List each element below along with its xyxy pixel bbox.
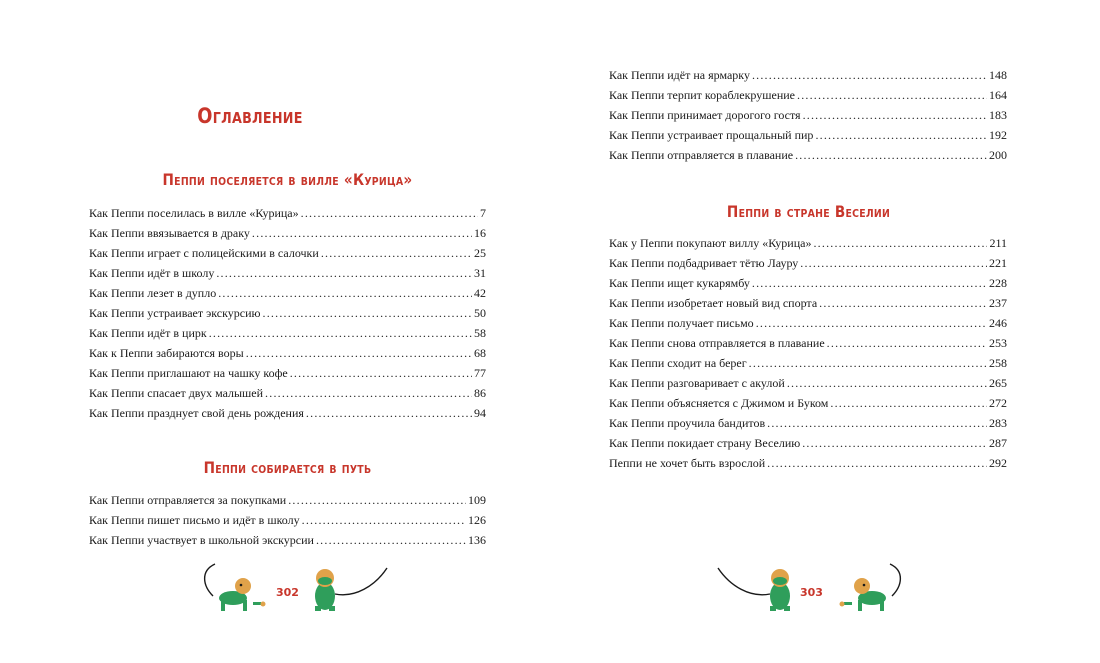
entry-title: Как Пеппи идёт в школу <box>89 266 215 280</box>
toc-list <box>89 490 486 550</box>
entry-title: Как Пеппи сходит на берег <box>609 356 747 370</box>
toc-entry[interactable] <box>609 65 1007 85</box>
entry-page: 31 <box>474 266 486 280</box>
entry-title: Как Пеппи участвует в школьной экскурсии <box>89 533 314 547</box>
entry-page: 86 <box>474 386 486 400</box>
entry-page: 42 <box>474 286 486 300</box>
entry-title: Как Пеппи идёт на ярмарку <box>609 68 750 82</box>
entry-title: Как Пеппи пишет письмо и идёт в школу <box>89 513 300 527</box>
entry-page: 200 <box>989 148 1007 162</box>
leader-dots <box>756 313 987 333</box>
entry-title: Как Пеппи устраивает прощальный пир <box>609 128 814 142</box>
leader-dots <box>252 223 472 243</box>
leader-dots <box>246 343 472 363</box>
toc-entry[interactable] <box>89 343 486 363</box>
leader-dots <box>795 145 987 165</box>
entry-page: 287 <box>989 436 1007 450</box>
page-number: 302 <box>276 586 299 599</box>
entry-title: Как Пеппи ищет кукарямбу <box>609 276 750 290</box>
entry-page: 292 <box>989 456 1007 470</box>
leader-dots <box>749 353 987 373</box>
toc-entry[interactable] <box>609 233 1007 253</box>
entry-page: 265 <box>989 376 1007 390</box>
entry-page: 283 <box>989 416 1007 430</box>
leader-dots <box>819 293 987 313</box>
toc-entry[interactable] <box>89 223 486 243</box>
entry-page: 228 <box>989 276 1007 290</box>
toc-entry[interactable] <box>89 283 486 303</box>
entry-page: 221 <box>989 256 1007 270</box>
leader-dots <box>290 363 472 383</box>
leader-dots <box>803 105 987 125</box>
leader-dots <box>218 283 472 303</box>
leader-dots <box>301 203 478 223</box>
entry-title: Как Пеппи устраивает экскурсию <box>89 306 261 320</box>
leader-dots <box>302 510 466 530</box>
toc-entry[interactable] <box>609 273 1007 293</box>
entry-title: Как Пеппи снова отправляется в плавание <box>609 336 825 350</box>
toc-entry[interactable] <box>609 253 1007 273</box>
entry-title: Как Пеппи проучила бандитов <box>609 416 766 430</box>
entry-page: 109 <box>468 493 486 507</box>
entry-title: Как Пеппи идёт в цирк <box>89 326 207 340</box>
entry-title: Как Пеппи отправляется в плавание <box>609 148 794 162</box>
toc-entry[interactable] <box>89 510 486 530</box>
toc-list <box>609 233 1007 473</box>
entry-page: 211 <box>989 236 1007 250</box>
leader-dots <box>306 403 472 423</box>
entry-page: 16 <box>474 226 486 240</box>
entry-title: Как Пеппи изобретает новый вид спорта <box>609 296 818 310</box>
leader-dots <box>216 263 472 283</box>
entry-title: Как Пеппи получает письмо <box>609 316 754 330</box>
leader-dots <box>752 273 987 293</box>
toc-entry[interactable] <box>609 393 1007 413</box>
toc-entry[interactable] <box>609 125 1007 145</box>
toc-entry[interactable] <box>89 490 486 510</box>
entry-title: Как Пеппи играет с полицейскими в салочки <box>89 246 319 260</box>
toc-entry[interactable] <box>609 85 1007 105</box>
entry-page: 126 <box>468 513 486 527</box>
entry-title: Как Пеппи лезет в дупло <box>89 286 217 300</box>
entry-page: 94 <box>474 406 486 420</box>
entry-title: Как Пеппи терпит кораблекрушение <box>609 88 795 102</box>
toc-entry[interactable] <box>609 413 1007 433</box>
entry-title: Как Пеппи поселилась в вилле «Курица» <box>89 206 299 220</box>
entry-page: 183 <box>989 108 1007 122</box>
entry-page: 164 <box>989 88 1007 102</box>
section-title: Пеппи поселяется в вилле «Курица» <box>162 170 413 189</box>
entry-title: Как Пеппи принимает дорогого гостя <box>609 108 801 122</box>
right-page <box>550 0 1100 663</box>
page-number: 303 <box>800 586 823 599</box>
leader-dots <box>827 333 987 353</box>
toc-entry[interactable] <box>89 530 486 550</box>
toc-entry[interactable] <box>609 373 1007 393</box>
toc-entry[interactable] <box>609 145 1007 165</box>
toc-entry[interactable] <box>89 323 486 343</box>
monkey-icon <box>770 569 790 611</box>
entry-page: 246 <box>989 316 1007 330</box>
leader-dots <box>800 253 987 273</box>
entry-page: 237 <box>989 296 1007 310</box>
toc-entry[interactable] <box>609 333 1007 353</box>
entry-page: 192 <box>989 128 1007 142</box>
toc-entry[interactable] <box>89 403 486 423</box>
entry-title: Как к Пеппи забираются воры <box>89 346 244 360</box>
leader-dots <box>767 453 987 473</box>
entry-title: Как Пеппи ввязывается в драку <box>89 226 250 240</box>
toc-entry[interactable] <box>89 303 486 323</box>
entry-title: Как у Пеппи покупают виллу «Курица» <box>609 236 812 250</box>
toc-entry[interactable] <box>89 363 486 383</box>
leader-dots <box>787 373 987 393</box>
leader-dots <box>209 323 472 343</box>
leader-dots <box>263 303 472 323</box>
section-title: Пеппи в стране Веселии <box>726 202 891 221</box>
leader-dots <box>815 125 987 145</box>
entry-title: Пеппи не хочет быть взрослой <box>609 456 766 470</box>
entry-page: 50 <box>474 306 486 320</box>
entry-title: Как Пеппи приглашают на чашку кофе <box>89 366 288 380</box>
toc-entry[interactable] <box>89 383 486 403</box>
monkey-icon <box>840 578 887 611</box>
toc-list <box>609 65 1007 165</box>
entry-title: Как Пеппи подбадривает тётю Лауру <box>609 256 799 270</box>
leader-dots <box>830 393 987 413</box>
leader-dots <box>288 490 466 510</box>
toc-list <box>89 203 486 423</box>
toc-entry[interactable] <box>609 313 1007 333</box>
entry-title: Как Пеппи объясняется с Джимом и Буком <box>609 396 829 410</box>
leader-dots <box>316 530 466 550</box>
toc-title: Оглавление <box>197 104 303 128</box>
toc-entry[interactable] <box>609 293 1007 313</box>
entry-page: 253 <box>989 336 1007 350</box>
toc-entry[interactable] <box>89 243 486 263</box>
entry-page: 58 <box>474 326 486 340</box>
toc-entry[interactable] <box>609 453 1007 473</box>
toc-entry[interactable] <box>609 433 1007 453</box>
toc-entry[interactable] <box>609 353 1007 373</box>
entry-page: 258 <box>989 356 1007 370</box>
entry-title: Как Пеппи отправляется за покупками <box>89 493 287 507</box>
leader-dots <box>813 233 987 253</box>
entry-page: 77 <box>474 366 486 380</box>
toc-entry[interactable] <box>89 263 486 283</box>
entry-page: 148 <box>989 68 1007 82</box>
entry-title: Как Пеппи празднует свой день рождения <box>89 406 304 420</box>
entry-title: Как Пеппи покидает страну Веселию <box>609 436 801 450</box>
section-title: Пеппи собирается в путь <box>203 458 372 477</box>
entry-page: 25 <box>474 246 486 260</box>
entry-page: 272 <box>989 396 1007 410</box>
entry-page: 7 <box>480 206 486 220</box>
leader-dots <box>802 433 987 453</box>
toc-entry[interactable] <box>89 203 486 223</box>
entry-title: Как Пеппи разговаривает с акулой <box>609 376 785 390</box>
entry-page: 136 <box>468 533 486 547</box>
leader-dots <box>321 243 472 263</box>
monkey-icon <box>219 578 266 611</box>
toc-entry[interactable] <box>609 105 1007 125</box>
leader-dots <box>265 383 472 403</box>
entry-title: Как Пеппи спасает двух малышей <box>89 386 264 400</box>
monkey-icon <box>315 569 335 611</box>
leader-dots <box>767 413 987 433</box>
entry-page: 68 <box>474 346 486 360</box>
leader-dots <box>752 65 987 85</box>
leader-dots <box>797 85 987 105</box>
